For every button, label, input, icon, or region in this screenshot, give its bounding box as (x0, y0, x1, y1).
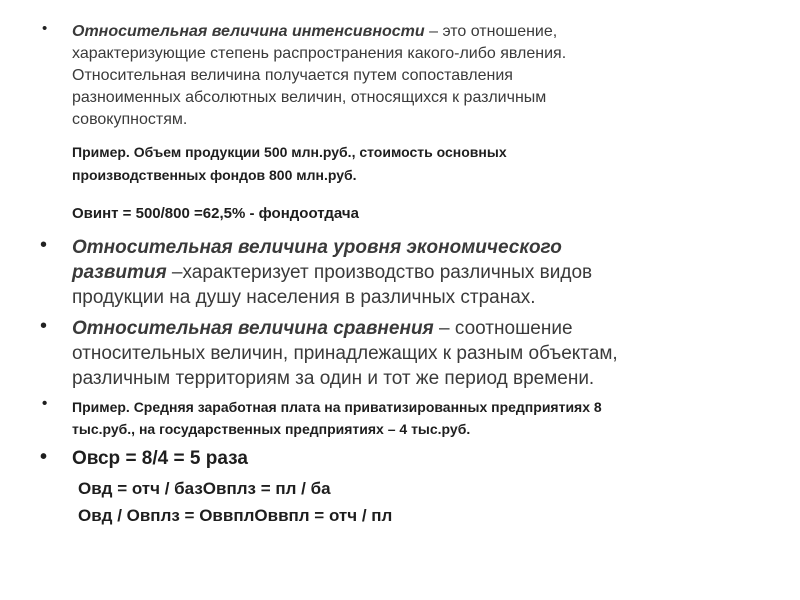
intensity-line4: разноименных абсолютных величин, относящихся к различным (72, 89, 547, 106)
bullet-4: • (42, 395, 48, 412)
bullet-5: • (40, 446, 48, 468)
intensity-line3: Относительная величина получается путем сопоставления (72, 67, 513, 84)
example-1 (72, 141, 772, 187)
term-intensity: Относительная величина интенсивности (72, 23, 425, 40)
comparison-line3: различным территориям за один и тот же период времени. (72, 368, 595, 389)
term-economic-level-line1: Относительная величина уровня экономического (72, 237, 562, 258)
comparison-line2: относительных величин, принадлежащих к разным объектам, (72, 343, 618, 364)
formula-4: Овд / Овплз = ОввплОввпл = отч / пл (78, 506, 393, 525)
economic-level-line2-rest: –характеризует производство различных видов (166, 262, 593, 283)
formula-3: Овд = отч / базОвплз = пл / ба (78, 479, 331, 498)
example-1-line1: Пример. Объем продукции 500 млн.руб., стоимость основных (72, 144, 507, 160)
example-2-line2: тыс.руб., на государственных предприятиях – 4 тыс.руб. (72, 421, 471, 437)
bullet-2: • (40, 234, 48, 256)
example-1-line2: производственных фондов 800 млн.руб. (72, 167, 357, 183)
item-comparison-text (72, 316, 792, 391)
bullet-3: • (40, 315, 48, 337)
item-economic-level-text (72, 235, 792, 310)
formula-2: Овср = 8/4 = 5 раза (72, 448, 248, 469)
term-comparison: Относительная величина сравнения (72, 318, 434, 339)
intensity-line2: характеризующие степень распространения какого-либо явления. (72, 45, 567, 62)
term-economic-level-line2: развития (72, 262, 167, 283)
example-2-line1: Пример. Средняя заработная плата на приватизированных предприятиях 8 (72, 399, 602, 415)
intensity-line5: совокупностям. (72, 111, 188, 128)
comparison-line1-rest: – соотношение (433, 318, 573, 339)
bullet-1: • (42, 20, 48, 37)
item-intensity-text (72, 21, 772, 131)
economic-level-line3: продукции на душу населения в различных странах. (72, 287, 536, 308)
formula-1: Овинт = 500/800 =62,5% - фондоотдача (72, 205, 359, 222)
intensity-line1-rest: – это отношение, (424, 23, 558, 40)
example-2 (72, 396, 792, 440)
